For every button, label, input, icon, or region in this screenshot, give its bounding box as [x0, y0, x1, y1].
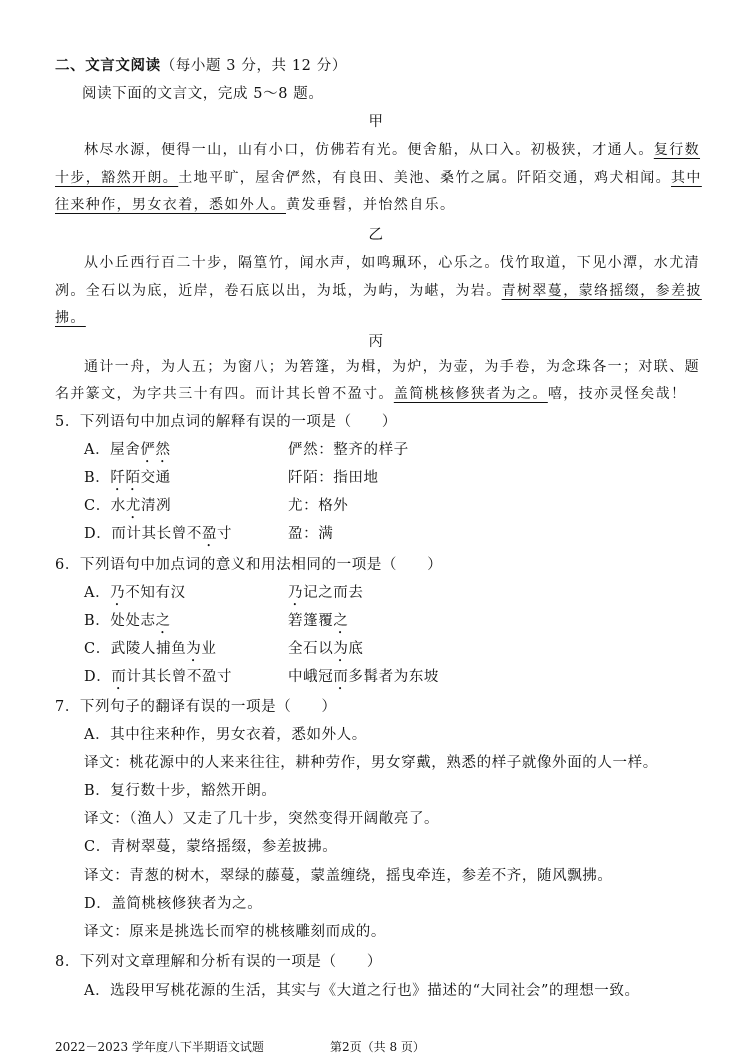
passage-text: 黄发垂髫，并怡然自乐。: [286, 197, 456, 213]
q7-option-d: D．盖简桃核修狭者为之。: [84, 896, 263, 912]
passage-text: 林尽水源，便得一山，山有小口，仿佛若有光。便舍船，从口入。初极狭，才通人。: [84, 142, 654, 158]
q6-option-d-left: [84, 667, 232, 693]
passage-bing-line: 通计一舟，为人五；为窗八；为箬篷，为楫，为炉，为壶，为手卷，为念珠各一；对联、题: [84, 359, 700, 375]
passage-bing-line: [55, 384, 686, 404]
passage-jia-line: [55, 195, 455, 215]
q5-explain-d: 盈：满: [288, 526, 334, 542]
passage-text: 冽。全石以为底，近岸，卷石底以出，为坻，为屿，为嵁，为岩。: [55, 283, 502, 299]
q7-option-a: A．其中往来种作，男女衣着，悉如外人。: [84, 727, 367, 743]
section-heading: [55, 56, 347, 76]
section-instruction: 阅读下面的文言文，完成 5～8 题。: [82, 86, 324, 102]
footer-page-number: 第2页（共 8 页）: [330, 1040, 425, 1054]
question-7-stem: 7．下列句子的翻译有误的一项是（ ）: [55, 699, 337, 715]
underlined-sentence: 拂。: [55, 310, 86, 326]
q6-option-b-right: [288, 611, 348, 637]
q7-translation-d: 译文：原来是挑选长而窄的桃核雕刻而成的。: [84, 924, 386, 940]
underlined-sentence: 青树翠蔓，蒙络摇缀，参差披: [501, 283, 702, 299]
passage-bing-label: 丙: [368, 334, 384, 350]
option-text: 清冽: [141, 498, 172, 514]
option-text: A．屋舍: [84, 442, 141, 458]
option-text: 不知有汉: [125, 585, 186, 601]
passage-text: 土地平旷，屋舍俨然，有良田、美池、桑竹之属。阡陌交通，鸡犬相闻。: [178, 170, 672, 186]
passage-yi-line: 从小丘西行百二十步，隔篁竹，闻水声，如鸣珮环，心乐之。伐竹取道，下见小潭，水尤清: [84, 255, 700, 271]
option-text: C．水: [84, 498, 126, 514]
option-text: 箬篷覆: [288, 613, 334, 629]
option-text: 计其长曾不盈寸: [126, 669, 233, 685]
section-title: 二、文言文阅读: [55, 57, 161, 74]
q7-translation-c: 译文：青葱的树木，翠绿的藤蔓，蒙盖缠绕，摇曳牵连，参差不齐，随风飘拂。: [84, 868, 613, 884]
option-text: 交通: [140, 470, 171, 486]
q6-option-c-right: [288, 639, 364, 665]
q5-option-a: [84, 440, 171, 466]
option-text: 底: [348, 641, 364, 657]
dotted-word: 乃: [288, 585, 304, 601]
q5-explain-a: 俨然：整齐的样子: [288, 442, 409, 458]
underlined-sentence: 复行数: [653, 142, 701, 158]
q7-option-c: C．青树翠蔓，蒙络摇缀，参差披拂。: [84, 839, 338, 855]
q6-option-b-left: [84, 611, 171, 637]
q6-option-a-right: [288, 583, 364, 609]
q5-option-c: [84, 496, 171, 522]
q8-option-a: A．选段甲写桃花源的生活，其实与《大道之行也》描述的“大同社会”的理想一致。: [84, 983, 640, 999]
footer-exam-title: 2022－2023 学年度八下半期语文试题: [55, 1040, 264, 1054]
dotted-word: 乃: [110, 585, 126, 601]
passage-jia-line: [84, 140, 700, 160]
passage-text: 嘻，技亦灵怪矣哉！: [547, 386, 687, 402]
passage-yi-line: [55, 281, 702, 301]
option-text: 寸: [217, 526, 233, 542]
option-text: B．处处志: [84, 613, 156, 629]
option-text: 多髯者为东坡: [348, 669, 440, 685]
q5-explain-c: 尤：格外: [288, 498, 349, 514]
dotted-word: 为: [333, 641, 349, 657]
underlined-sentence: 其中: [671, 170, 702, 186]
dotted-word: 盈: [201, 526, 218, 542]
option-text: 中峨冠: [288, 669, 334, 685]
dotted-word: 俨然: [140, 442, 171, 458]
passage-jia-label: 甲: [368, 114, 384, 130]
question-8-stem: 8．下列对文章理解和分析有误的一项是（ ）: [55, 954, 382, 970]
underlined-sentence: 盖简桃核修狭者为之。: [393, 386, 548, 402]
q6-option-c-left: [84, 639, 217, 665]
q7-translation-a: 译文：桃花源中的人来来往往，耕种劳作，男女穿戴，熟悉的样子就像外面的人一样。: [84, 755, 658, 771]
dotted-word: 而: [333, 669, 349, 685]
option-text: 记之而去: [303, 585, 364, 601]
q6-option-a-left: [84, 583, 186, 609]
q6-option-d-right: [288, 667, 439, 693]
question-6-stem: 6．下列语句中加点词的意义和用法相同的一项是（ ）: [55, 557, 443, 573]
dotted-word: 之: [155, 613, 171, 629]
option-text: D．而计其长曾不: [84, 526, 202, 542]
option-text: C．武陵人捕鱼: [84, 641, 187, 657]
q7-option-b: B．复行数十步，豁然开朗。: [84, 783, 277, 799]
section-score-note: （每小题 3 分，共 12 分）: [160, 58, 347, 74]
passage-yi-line: [55, 308, 86, 328]
q5-option-b: [84, 468, 171, 494]
passage-yi-label: 乙: [368, 227, 384, 243]
option-text: 全石以: [288, 641, 334, 657]
dotted-word: 而: [111, 669, 127, 685]
q7-translation-b: 译文：（渔人）又走了几十步，突然变得开阔敞亮了。: [84, 811, 440, 827]
question-5-stem: 5．下列语句中加点词的解释有误的一项是（ ）: [55, 414, 398, 430]
passage-text: 名并篆文，为字共三十有四。而计其长曾不盈寸。: [55, 386, 394, 402]
dotted-word: 之: [333, 613, 349, 629]
option-text: 业: [201, 641, 217, 657]
option-text: A．: [84, 585, 111, 601]
dotted-word: 尤: [125, 498, 142, 514]
dotted-word: 阡陌: [110, 470, 141, 486]
q5-option-d: [84, 524, 232, 550]
q5-explain-b: 阡陌：指田地: [288, 470, 379, 486]
underlined-sentence: 十步，豁然开朗。: [55, 170, 179, 186]
underlined-sentence: 往来种作，男女衣着，悉如外人。: [55, 197, 286, 213]
dotted-word: 为: [186, 641, 202, 657]
option-text: B．: [84, 470, 111, 486]
option-text: D．: [84, 669, 112, 685]
passage-jia-line: [55, 168, 702, 188]
